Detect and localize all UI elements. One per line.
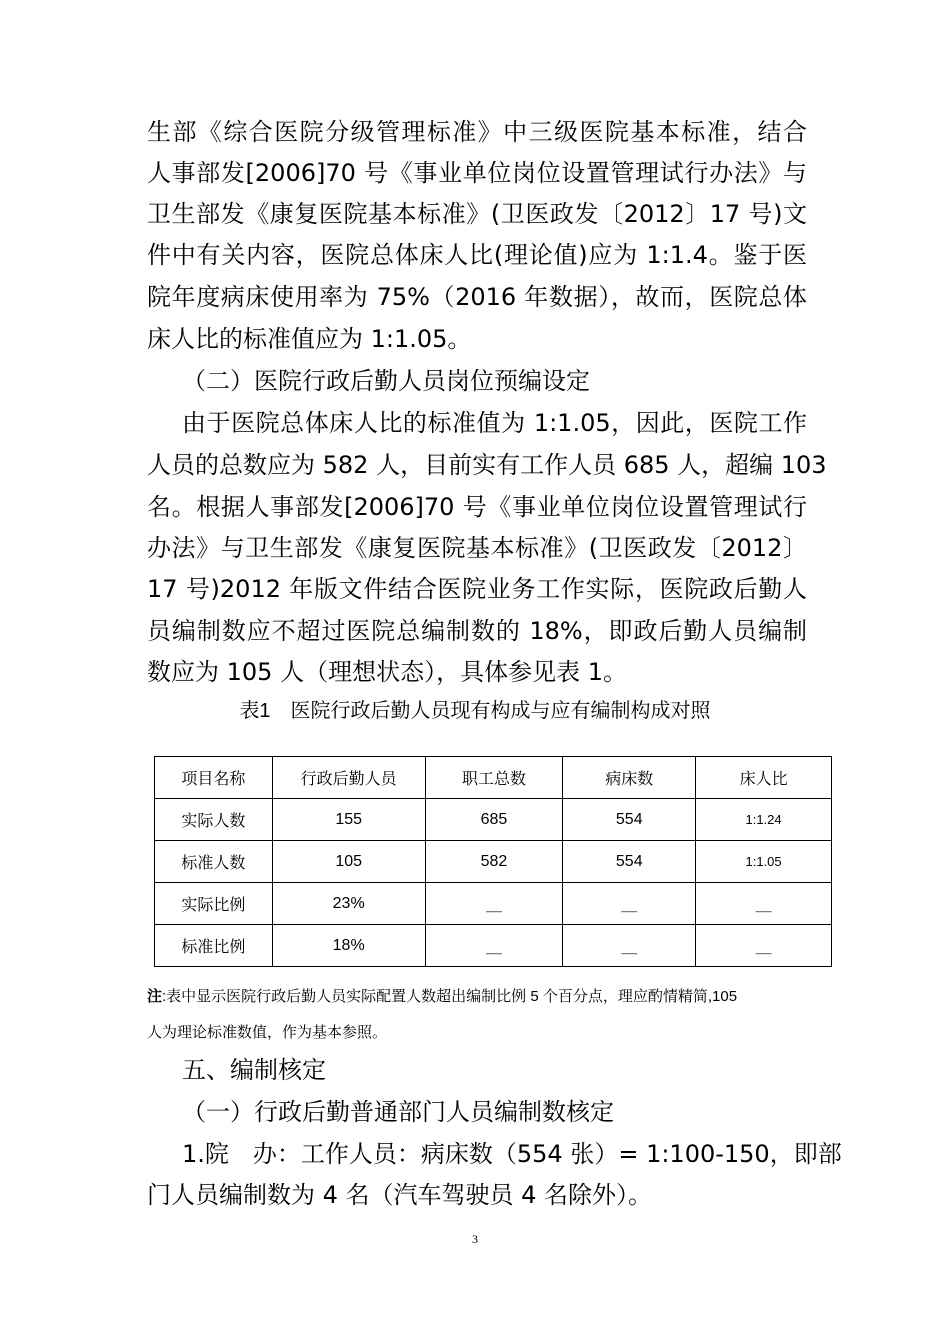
table-cell: 1:1.05 — [696, 841, 832, 883]
paragraph-1-line-1: 生部《综合医院分级管理标准》中三级医院基本标准，结合 — [147, 118, 807, 146]
paragraph-2-line-6: 员编制数应不超过医院总编制数的 18%，即政后勤人员编制 — [147, 617, 807, 645]
table-cell: 18% — [272, 925, 425, 967]
table-note-line-1 — [147, 986, 737, 1008]
table-cell: 155 — [272, 799, 425, 841]
paragraph-1-line-6: 床人比的标准值应为 1:1.05。 — [147, 325, 472, 353]
table-cell: ＿ — [425, 883, 563, 925]
table-cell: 实际比例 — [155, 883, 273, 925]
table-cell: ＿ — [425, 925, 563, 967]
section-heading-5-1: （一）行政后勤普通部门人员编制数核定 — [182, 1098, 614, 1126]
table-cell: 标准人数 — [155, 841, 273, 883]
table-row — [155, 799, 832, 841]
table-note-line-2: 人为理论标准数值，作为基本参照。 — [147, 1024, 388, 1041]
paragraph-2-line-5: 17 号)2012 年版文件结合医院业务工作实际，医院政后勤人 — [147, 575, 807, 603]
table-cell: 实际人数 — [155, 799, 273, 841]
table-cell: 685 — [425, 799, 563, 841]
table-cell: 1:1.24 — [696, 799, 832, 841]
table-header-cell: 病床数 — [563, 757, 696, 799]
paragraph-3-line-1: 1.院 办：工作人员：病床数（554 张）= 1:100-150，即部 — [182, 1140, 842, 1168]
note-text: :表中显示医院行政后勤人员实际配置人数超出编制比例 5 个百分点，理应酌情精简,105 — [162, 988, 738, 1005]
table-header-cell: 项目名称 — [155, 757, 273, 799]
section-heading-5: 五、编制核定 — [182, 1056, 326, 1084]
paragraph-1-line-2: 人事部发[2006]70 号《事业单位岗位设置管理试行办法》与 — [147, 159, 807, 187]
table-cell: 105 — [272, 841, 425, 883]
table-cell: ＿ — [563, 883, 696, 925]
paragraph-2-line-7: 数应为 105 人（理想状态），具体参见表 1。 — [147, 658, 627, 686]
paragraph-2-line-3: 名。根据人事部发[2006]70 号《事业单位岗位设置管理试行 — [147, 493, 807, 521]
table-cell: 23% — [272, 883, 425, 925]
paragraph-2-line-2: 人员的总数应为 582 人，目前实有工作人员 685 人，超编 103 — [147, 451, 827, 479]
table-header-cell: 床人比 — [696, 757, 832, 799]
table-cell: ＿ — [696, 883, 832, 925]
paragraph-2-line-4: 办法》与卫生部发《康复医院基本标准》(卫医政发〔2012〕 — [147, 534, 807, 562]
paragraph-1-line-3: 卫生部发《康复医院基本标准》(卫医政发〔2012〕17 号)文 — [147, 200, 807, 228]
table-row — [155, 841, 832, 883]
table-row — [155, 883, 832, 925]
table-header-cell: 行政后勤人员 — [272, 757, 425, 799]
table-cell: ＿ — [696, 925, 832, 967]
table-caption: 表1 医院行政后勤人员现有构成与应有编制构成对照 — [239, 700, 711, 722]
page-number: 3 — [472, 1232, 478, 1246]
paragraph-3-line-2: 门人员编制数为 4 名（汽车驾驶员 4 名除外）。 — [147, 1181, 653, 1209]
paragraph-2-line-1: 由于医院总体床人比的标准值为 1:1.05，因此，医院工作 — [182, 409, 807, 437]
paragraph-1-line-4: 件中有关内容，医院总体床人比(理论值)应为 1:1.4。鉴于医 — [147, 241, 807, 269]
note-label: 注 — [147, 988, 163, 1005]
table-cell: 554 — [563, 841, 696, 883]
section-heading-2: （二）医院行政后勤人员岗位预编设定 — [182, 367, 590, 395]
table-header-row — [155, 757, 832, 799]
table-cell: ＿ — [563, 925, 696, 967]
table-cell: 554 — [563, 799, 696, 841]
paragraph-1-line-5: 院年度病床使用率为 75%（2016 年数据），故而，医院总体 — [147, 283, 807, 311]
staffing-comparison-table — [154, 756, 832, 967]
table-row — [155, 925, 832, 967]
table-cell: 标准比例 — [155, 925, 273, 967]
table-header-cell: 职工总数 — [425, 757, 563, 799]
table-cell: 582 — [425, 841, 563, 883]
